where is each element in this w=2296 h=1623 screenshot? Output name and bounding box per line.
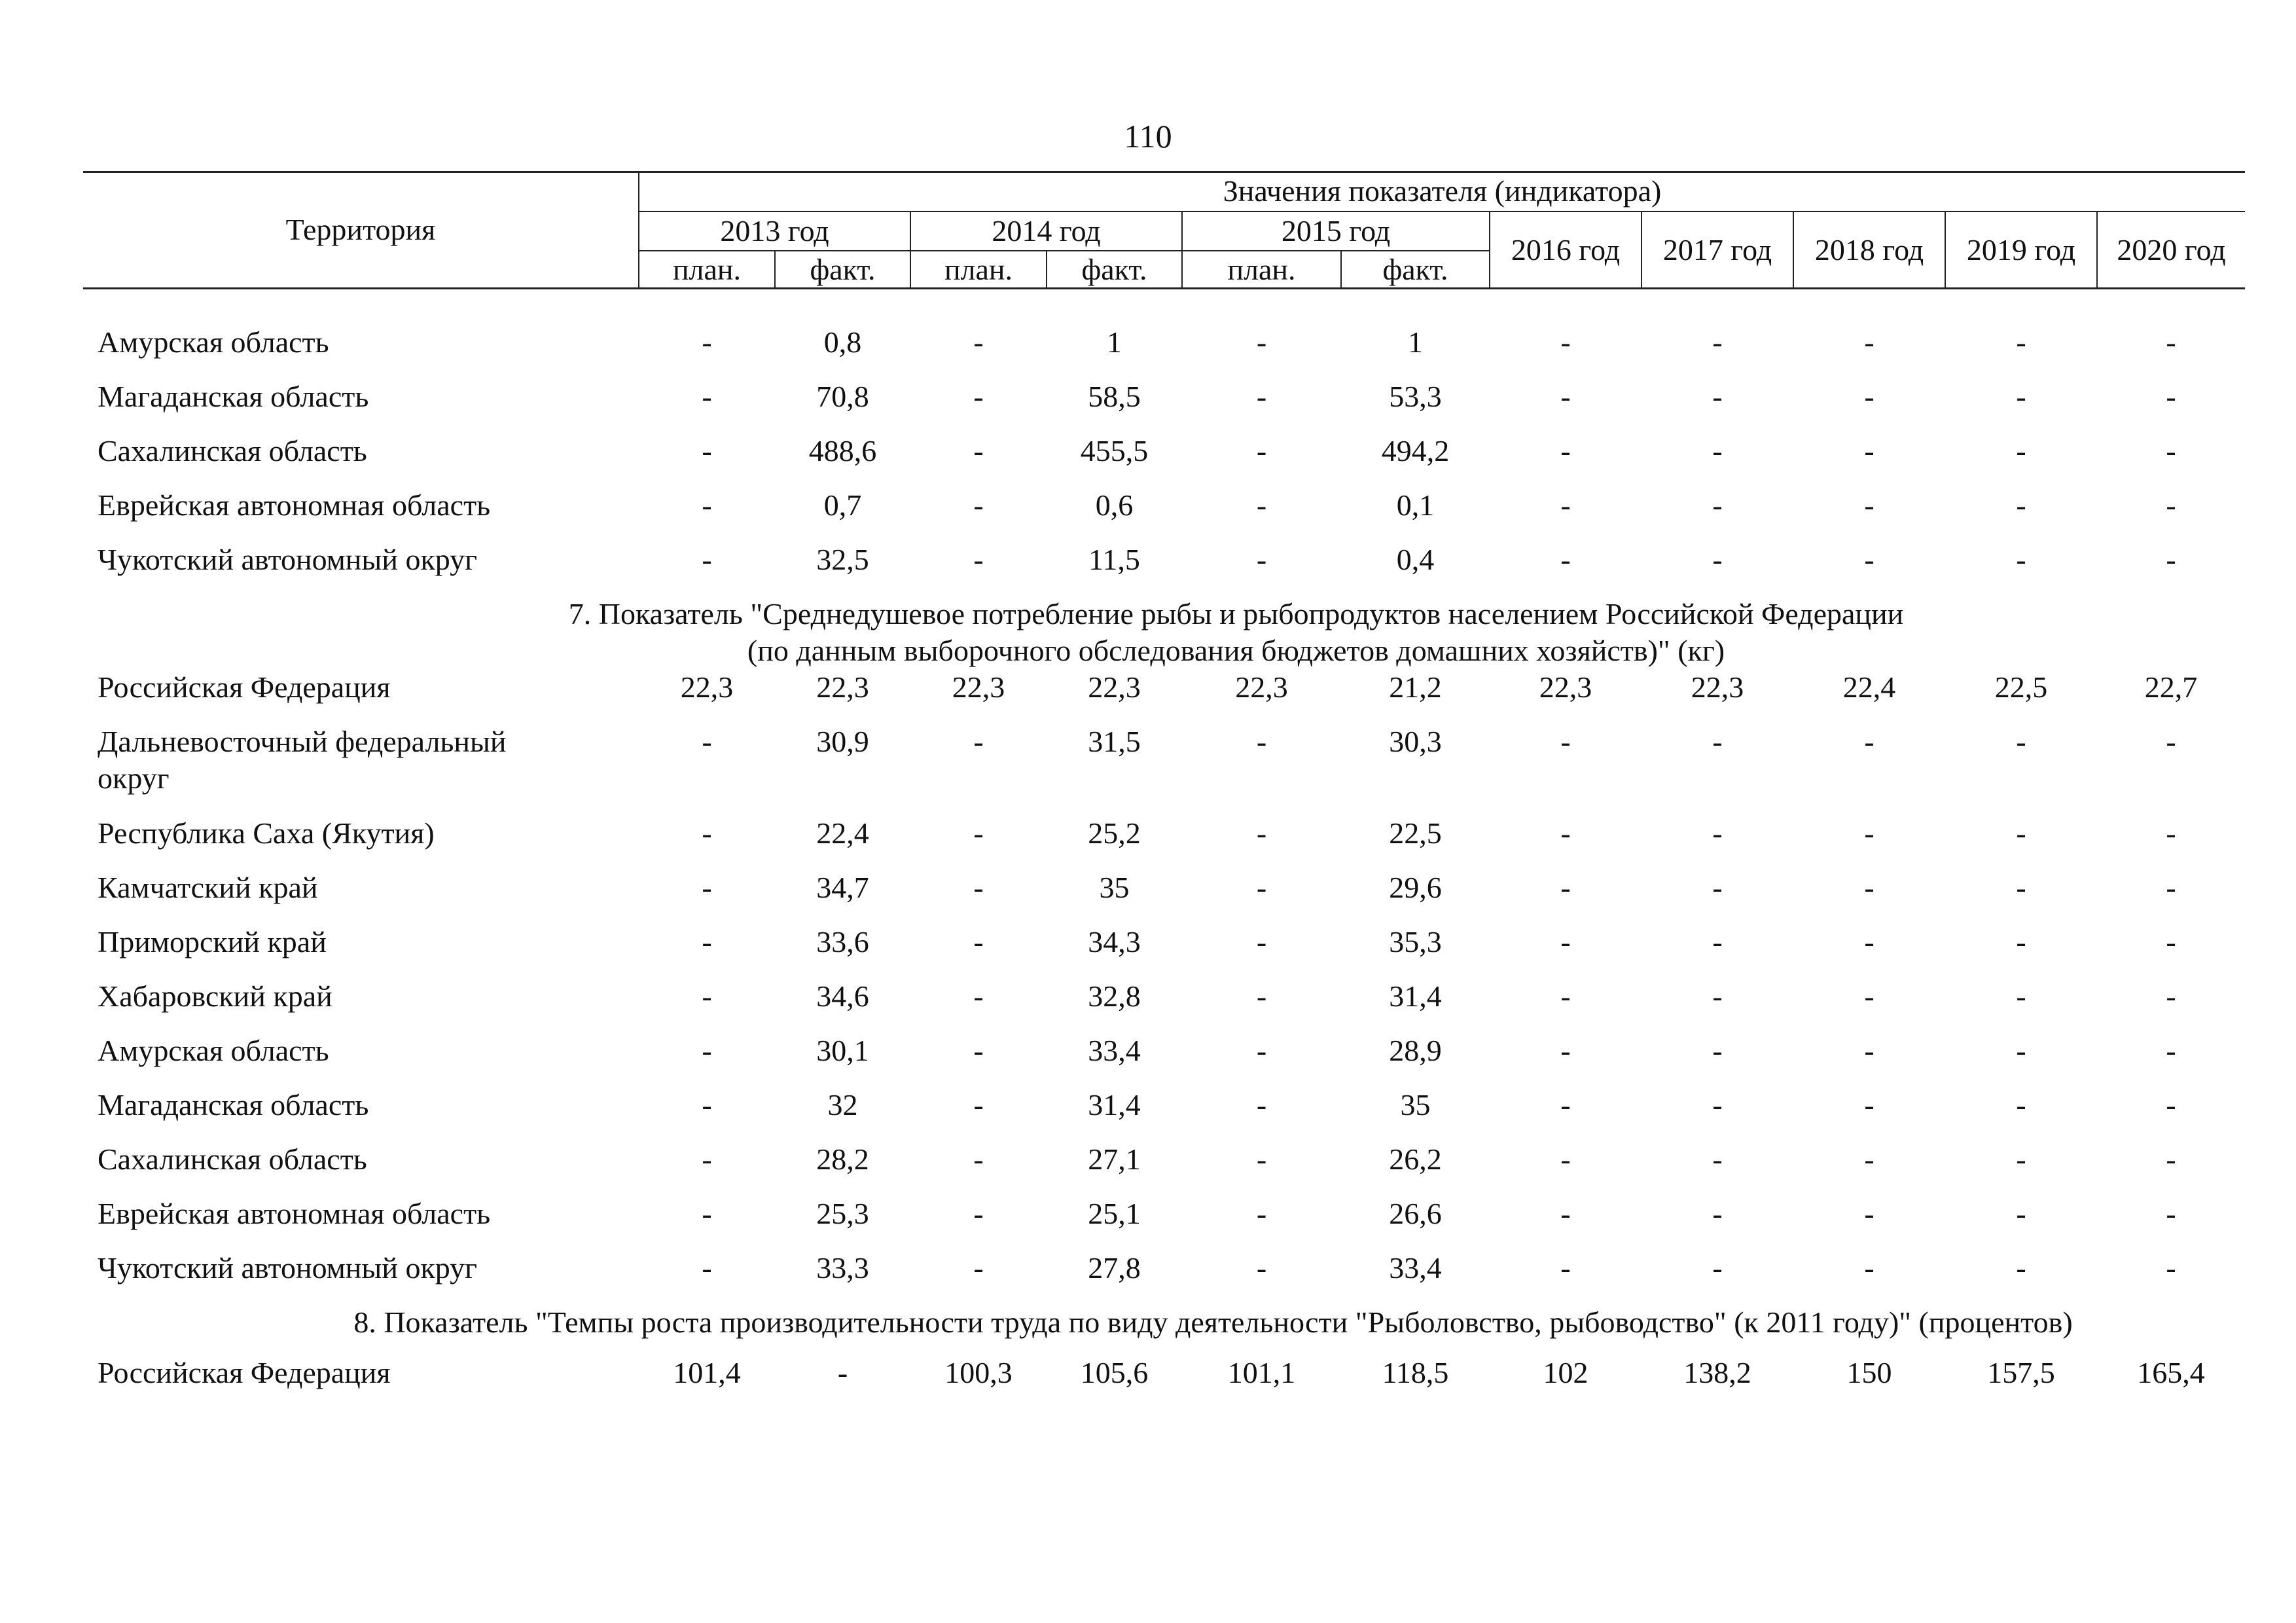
row-value-cell: 22,5 — [1994, 670, 2048, 704]
row-value-cell: - — [1712, 543, 1723, 576]
row-value-cell: - — [1256, 325, 1267, 359]
row-value-cell: 34,3 — [1088, 925, 1141, 958]
row-value-cell: - — [702, 1251, 712, 1285]
row-territory: Еврейская автономная область — [98, 488, 491, 522]
row-value-cell: - — [973, 1142, 984, 1176]
row-value-cell: 11,5 — [1088, 543, 1140, 576]
row-value-cell: - — [1256, 1197, 1267, 1230]
row-value-cell: 22,3 — [680, 670, 734, 704]
row-value-cell: - — [2166, 1088, 2176, 1122]
row-value-cell: 27,8 — [1088, 1251, 1141, 1285]
row-territory: Чукотский автономный округ — [98, 543, 478, 576]
row-value-cell: 35 — [1400, 1088, 1431, 1122]
row-value-cell: - — [2166, 1034, 2176, 1067]
table-row — [83, 1141, 2245, 1195]
row-value-cell: - — [1560, 925, 1571, 958]
row-value-cell: - — [1712, 1251, 1723, 1285]
row-value-cell: 27,1 — [1088, 1142, 1141, 1176]
table-row — [83, 487, 2245, 541]
row-territory-line1: Дальневосточный федеральный — [98, 725, 507, 758]
row-value-cell: - — [2016, 1034, 2026, 1067]
row-value-cell: - — [1560, 1088, 1571, 1122]
header-year-2018: 2018 год — [1793, 211, 1945, 288]
row-value-cell: 30,9 — [816, 725, 869, 758]
row-value-cell: - — [2016, 1197, 2026, 1230]
row-value-cell: 32,8 — [1088, 979, 1141, 1013]
row-value-cell: 494,2 — [1381, 434, 1450, 467]
row-value-cell: - — [1256, 1088, 1267, 1122]
table-row — [83, 1355, 2245, 1409]
row-value-cell: 31,5 — [1088, 725, 1141, 758]
row-value-cell: 21,2 — [1389, 670, 1442, 704]
row-value-cell: 25,2 — [1088, 816, 1141, 850]
row-value-cell: - — [1560, 871, 1571, 904]
row-value-cell: - — [1864, 1088, 1874, 1122]
table-row — [83, 924, 2245, 978]
header-year-2014: 2014 год — [910, 211, 1182, 251]
row-value-cell: - — [973, 543, 984, 576]
table-row — [83, 978, 2245, 1032]
row-value-cell: 102 — [1543, 1356, 1588, 1389]
row-value-cell: - — [973, 434, 984, 467]
row-value-cell: - — [2166, 925, 2176, 958]
row-value-cell: - — [1560, 488, 1571, 522]
row-value-cell: - — [973, 1197, 984, 1230]
row-value-cell: - — [973, 1088, 984, 1122]
row-value-cell: - — [2016, 725, 2026, 758]
table-row — [83, 1087, 2245, 1141]
row-value-cell: - — [1560, 543, 1571, 576]
row-value-cell: 33,3 — [816, 1251, 869, 1285]
row-value-cell: 0,8 — [823, 325, 862, 359]
row-value-cell: - — [2016, 325, 2026, 359]
row-value-cell: - — [1864, 434, 1874, 467]
header-territory: Территория — [285, 213, 436, 246]
header-year-2013: 2013 год — [639, 211, 910, 251]
header-plan-2015: план. — [1182, 251, 1341, 288]
header-year-2017: 2017 год — [1641, 211, 1793, 288]
row-value-cell: 488,6 — [808, 434, 877, 467]
row-value-cell: - — [1864, 816, 1874, 850]
row-value-cell: 30,3 — [1389, 725, 1442, 758]
row-value-cell: - — [973, 871, 984, 904]
row-value-cell: - — [1864, 1197, 1874, 1230]
row-value-cell: - — [2016, 380, 2026, 413]
header-year-2015: 2015 год — [1182, 211, 1490, 251]
row-value-cell: 22,7 — [2144, 670, 2198, 704]
row-value-cell: - — [1712, 1034, 1723, 1067]
row-value-cell: 22,4 — [816, 816, 869, 850]
table-row — [83, 669, 2245, 723]
row-territory — [83, 723, 639, 815]
row-value-cell: 33,4 — [1088, 1034, 1141, 1067]
row-value-cell: - — [702, 925, 712, 958]
row-value-cell: - — [1560, 1197, 1571, 1230]
row-value-cell: - — [2016, 1088, 2026, 1122]
row-value-cell: - — [1864, 543, 1874, 576]
row-territory-line2: округ — [98, 761, 170, 795]
row-value-cell: - — [1560, 325, 1571, 359]
row-value-cell: - — [1712, 434, 1723, 467]
row-value-cell: 0,6 — [1095, 488, 1134, 522]
row-value-cell: - — [1560, 1251, 1571, 1285]
row-value-cell: 22,3 — [952, 670, 1005, 704]
header-year-2020: 2020 год — [2097, 211, 2245, 288]
row-value-cell: - — [2166, 380, 2176, 413]
row-value-cell: - — [1256, 816, 1267, 850]
table-row — [83, 815, 2245, 869]
row-value-cell: - — [1256, 979, 1267, 1013]
row-value-cell: - — [2166, 816, 2176, 850]
row-value-cell: 101,4 — [673, 1356, 741, 1389]
row-value-cell: 22,4 — [1842, 670, 1896, 704]
row-value-cell: 53,3 — [1389, 380, 1442, 413]
row-value-cell: - — [973, 380, 984, 413]
row-value-cell: - — [2166, 434, 2176, 467]
row-value-cell: 25,3 — [816, 1197, 869, 1230]
row-value-cell: - — [702, 1034, 712, 1067]
row-value-cell: - — [1864, 488, 1874, 522]
row-territory: Хабаровский край — [98, 979, 332, 1013]
row-territory: Сахалинская область — [98, 434, 367, 467]
row-value-cell: 34,6 — [816, 979, 869, 1013]
row-value-cell: - — [1560, 725, 1571, 758]
row-territory: Российская Федерация — [98, 670, 391, 704]
row-value-cell: 31,4 — [1389, 979, 1442, 1013]
table-row — [83, 869, 2245, 924]
row-value-cell: - — [702, 434, 712, 467]
row-territory: Амурская область — [98, 325, 329, 359]
table-row — [83, 378, 2245, 433]
row-value-cell: - — [973, 488, 984, 522]
row-value-cell: - — [1864, 325, 1874, 359]
section-8-title: 8. Показатель "Темпы роста производительности труда по виду деятельности "Рыболовство, рыбоводство" (к 2011 году)" (процентов) — [353, 1305, 2073, 1339]
row-value-cell: 26,2 — [1389, 1142, 1442, 1176]
row-value-cell: 100,3 — [944, 1356, 1013, 1389]
row-value-cell: - — [2166, 725, 2176, 758]
row-value-cell: - — [1864, 1034, 1874, 1067]
row-value-cell: 118,5 — [1382, 1356, 1449, 1389]
row-value-cell: - — [702, 1197, 712, 1230]
row-value-cell: 0,7 — [823, 488, 862, 522]
row-value-cell: - — [1560, 979, 1571, 1013]
row-value-cell: - — [1864, 979, 1874, 1013]
row-value-cell: 33,4 — [1389, 1251, 1442, 1285]
header-year-2019: 2019 год — [1945, 211, 2097, 288]
row-value-cell: - — [1256, 543, 1267, 576]
row-value-cell: - — [973, 979, 984, 1013]
row-value-cell: - — [2016, 925, 2026, 958]
row-value-cell: - — [2166, 871, 2176, 904]
row-value-cell: - — [1256, 925, 1267, 958]
row-value-cell: 58,5 — [1088, 380, 1141, 413]
row-value-cell: 28,2 — [816, 1142, 869, 1176]
row-value-cell: - — [1256, 380, 1267, 413]
row-value-cell: 28,9 — [1389, 1034, 1442, 1067]
row-value-cell: 22,3 — [1235, 670, 1288, 704]
row-value-cell: - — [2016, 1251, 2026, 1285]
table-row — [83, 1032, 2245, 1087]
row-value-cell: - — [2166, 979, 2176, 1013]
row-territory: Камчатский край — [98, 871, 318, 904]
row-value-cell: - — [1560, 1142, 1571, 1176]
row-territory: Чукотский автономный округ — [98, 1251, 478, 1285]
row-value-cell: - — [2016, 1142, 2026, 1176]
table-row — [83, 1250, 2245, 1304]
row-value-cell: 157,5 — [1987, 1356, 2055, 1389]
table-header-bottom-rule — [83, 287, 2245, 289]
row-value-cell: 22,3 — [816, 670, 869, 704]
table-row — [83, 1195, 2245, 1250]
row-value-cell: - — [2016, 543, 2026, 576]
header-fact-2014: факт. — [1047, 251, 1182, 288]
row-value-cell: - — [1712, 725, 1723, 758]
table-row — [83, 723, 2245, 815]
table-row — [83, 324, 2245, 378]
row-value-cell: - — [973, 816, 984, 850]
row-territory: Сахалинская область — [98, 1142, 367, 1176]
section-8-title-row — [83, 1304, 2245, 1355]
row-territory: Магаданская область — [98, 1088, 369, 1122]
row-value-cell: 29,6 — [1389, 871, 1442, 904]
row-value-cell: - — [1712, 325, 1723, 359]
row-value-cell: - — [2166, 1142, 2176, 1176]
header-plan-2013: план. — [639, 251, 775, 288]
row-value-cell: - — [2166, 488, 2176, 522]
row-value-cell: 105,6 — [1080, 1356, 1149, 1389]
row-value-cell: - — [702, 1088, 712, 1122]
row-value-cell: - — [1712, 871, 1723, 904]
row-value-cell: 31,4 — [1088, 1088, 1141, 1122]
row-value-cell: - — [1864, 1251, 1874, 1285]
row-value-cell: - — [702, 725, 712, 758]
row-value-cell: - — [973, 725, 984, 758]
row-value-cell: 35,3 — [1389, 925, 1442, 958]
section-7-title-row — [83, 596, 2245, 669]
page-number: 110 — [1124, 118, 1172, 155]
row-value-cell: - — [2016, 434, 2026, 467]
row-value-cell: - — [973, 1251, 984, 1285]
row-value-cell: - — [1864, 725, 1874, 758]
header-fact-2015: факт. — [1341, 251, 1490, 288]
row-value-cell: - — [1712, 1088, 1723, 1122]
row-territory: Еврейская автономная область — [98, 1197, 491, 1230]
row-value-cell: - — [702, 816, 712, 850]
row-value-cell: 0,1 — [1396, 488, 1435, 522]
row-value-cell: 26,6 — [1389, 1197, 1442, 1230]
row-value-cell: - — [1712, 1142, 1723, 1176]
row-territory: Российская Федерация — [98, 1356, 391, 1389]
row-value-cell: - — [1560, 1034, 1571, 1067]
row-territory: Приморский край — [98, 925, 327, 958]
row-value-cell: - — [973, 325, 984, 359]
row-value-cell: 455,5 — [1080, 434, 1149, 467]
row-value-cell: - — [702, 380, 712, 413]
row-value-cell: 35 — [1099, 871, 1130, 904]
row-value-cell: - — [973, 1034, 984, 1067]
row-value-cell: - — [1256, 871, 1267, 904]
row-value-cell: - — [2016, 871, 2026, 904]
header-indicator-values: Значения показателя (индикатора) — [639, 172, 2245, 211]
row-value-cell: - — [1712, 488, 1723, 522]
header-fact-2013: факт. — [775, 251, 910, 288]
row-value-cell: - — [1256, 1142, 1267, 1176]
row-value-cell: 22,3 — [1088, 670, 1141, 704]
row-value-cell: - — [2016, 488, 2026, 522]
row-value-cell: 150 — [1846, 1356, 1892, 1389]
row-value-cell: - — [1560, 434, 1571, 467]
row-value-cell: - — [1864, 925, 1874, 958]
row-value-cell: - — [1256, 488, 1267, 522]
row-value-cell: - — [1256, 434, 1267, 467]
row-territory: Республика Саха (Якутия) — [98, 816, 435, 850]
table-header — [83, 172, 2245, 288]
row-territory: Магаданская область — [98, 380, 369, 413]
header-year-2016: 2016 год — [1490, 211, 1641, 288]
row-territory: Амурская область — [98, 1034, 329, 1067]
row-value-cell: 1 — [1107, 325, 1122, 359]
row-value-cell: - — [2016, 816, 2026, 850]
row-value-cell: 0,4 — [1396, 543, 1435, 576]
row-value-cell: 165,4 — [2137, 1356, 2205, 1389]
row-value-cell: - — [1256, 1034, 1267, 1067]
row-value-cell: - — [973, 925, 984, 958]
row-value-cell: - — [702, 1142, 712, 1176]
row-value-cell: - — [2166, 543, 2176, 576]
row-value-cell: 30,1 — [816, 1034, 869, 1067]
row-value-cell: 22,3 — [1539, 670, 1592, 704]
row-value-cell: 70,8 — [816, 380, 869, 413]
table-body — [83, 324, 2245, 1409]
row-value-cell: - — [2166, 325, 2176, 359]
row-value-cell: 32,5 — [816, 543, 869, 576]
row-value-cell: - — [702, 543, 712, 576]
row-value-cell: 33,6 — [816, 925, 869, 958]
row-value-cell: 22,3 — [1691, 670, 1744, 704]
header-plan-2014: план. — [910, 251, 1047, 288]
section-7-title-line2: (по данным выборочного обследования бюджетов домашних хозяйств)" (кг) — [747, 634, 1725, 667]
row-value-cell: - — [2166, 1251, 2176, 1285]
row-value-cell: - — [1560, 380, 1571, 413]
row-value-cell: - — [1712, 380, 1723, 413]
row-value-cell: - — [837, 1356, 848, 1389]
row-value-cell: 101,1 — [1227, 1356, 1296, 1389]
row-value-cell: - — [1712, 925, 1723, 958]
row-value-cell: - — [1864, 1142, 1874, 1176]
row-value-cell: - — [1712, 979, 1723, 1013]
row-value-cell: - — [1864, 380, 1874, 413]
row-value-cell: - — [1256, 1251, 1267, 1285]
section-7-title-line1: 7. Показатель "Среднедушевое потребление рыбы и рыбопродуктов населением Российской Федерации — [568, 597, 1904, 630]
row-value-cell: - — [1712, 1197, 1723, 1230]
row-value-cell: - — [1712, 816, 1723, 850]
table-row — [83, 433, 2245, 487]
row-value-cell: - — [702, 871, 712, 904]
row-value-cell: 1 — [1408, 325, 1423, 359]
row-value-cell: - — [2166, 1197, 2176, 1230]
row-value-cell: - — [702, 488, 712, 522]
row-value-cell: 32 — [827, 1088, 858, 1122]
table-row — [83, 541, 2245, 596]
row-value-cell: - — [702, 325, 712, 359]
row-value-cell: 25,1 — [1088, 1197, 1141, 1230]
row-value-cell: - — [1864, 871, 1874, 904]
row-value-cell: - — [2016, 979, 2026, 1013]
row-value-cell: - — [1560, 816, 1571, 850]
row-value-cell: 22,5 — [1389, 816, 1442, 850]
row-value-cell: 34,7 — [816, 871, 869, 904]
row-value-cell: - — [702, 979, 712, 1013]
row-value-cell: - — [1256, 725, 1267, 758]
row-value-cell: 138,2 — [1683, 1356, 1751, 1389]
